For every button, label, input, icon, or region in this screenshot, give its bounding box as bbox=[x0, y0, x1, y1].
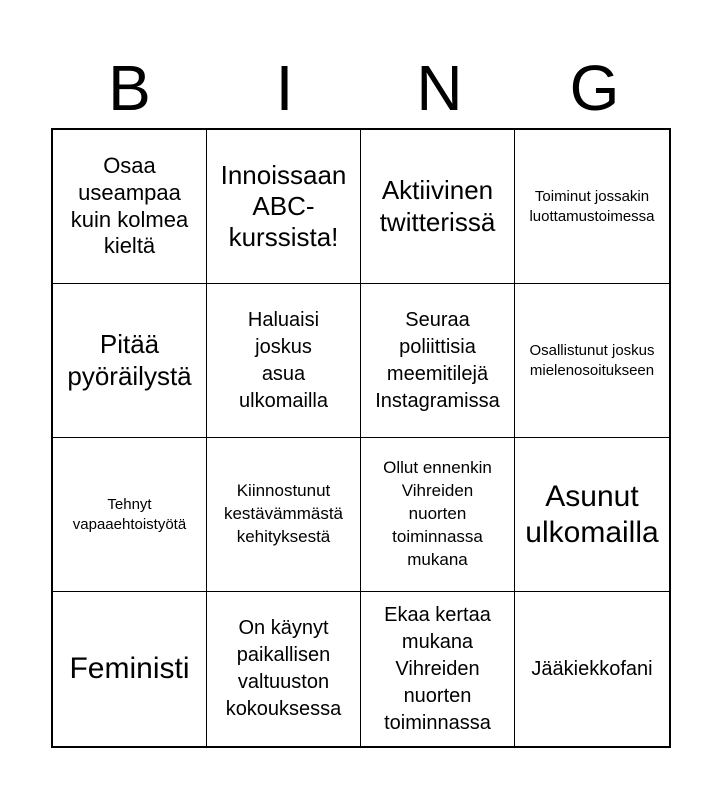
cell-text-line: joskus bbox=[255, 335, 312, 358]
cell-text-line: kieltä bbox=[103, 233, 156, 259]
cell-text-line: Seuraa bbox=[405, 308, 470, 331]
cell-text-line: kurssista! bbox=[228, 222, 339, 253]
cell-text-line: poliittisia bbox=[399, 335, 476, 358]
cell-text-line: paikallisen bbox=[236, 644, 331, 666]
bingo-header bbox=[52, 48, 672, 128]
bingo-cell[interactable] bbox=[361, 284, 515, 438]
cell-text-line: ulkomailla bbox=[525, 515, 659, 549]
bingo-cell[interactable] bbox=[361, 592, 515, 746]
cell-text-line: mielenosoitukseen bbox=[529, 361, 655, 379]
bingo-cell[interactable] bbox=[515, 284, 669, 438]
header-letter-g: G bbox=[569, 52, 620, 124]
cell-text-line: Vihreiden bbox=[395, 657, 480, 680]
cell-text-line: nuorten bbox=[408, 504, 467, 524]
bingo-cell[interactable] bbox=[207, 592, 361, 746]
cell-text-line: Haluaisi bbox=[247, 308, 320, 331]
bingo-cell[interactable] bbox=[515, 438, 669, 592]
cell-text-line: kokouksessa bbox=[225, 698, 342, 720]
cell-text-line: On käynyt bbox=[238, 617, 329, 639]
bingo-cell[interactable] bbox=[207, 284, 361, 438]
bingo-cell[interactable] bbox=[53, 130, 207, 284]
cell-text-line: nuorten bbox=[403, 684, 472, 707]
header-letter-n: N bbox=[416, 52, 463, 124]
cell-text-line: pyöräilystä bbox=[67, 360, 192, 391]
cell-text-line: Ollut ennenkin bbox=[383, 458, 492, 478]
bingo-cell[interactable] bbox=[207, 130, 361, 284]
cell-text-line: valtuuston bbox=[237, 671, 330, 693]
cell-text-line: Pitää bbox=[99, 329, 160, 360]
cell-text-line: Innoissaan bbox=[220, 159, 347, 190]
cell-text-line: Ekaa kertaa bbox=[384, 603, 491, 626]
header-letter-i: I bbox=[275, 52, 294, 124]
cell-text-line: vapaaehtoistyötä bbox=[72, 515, 187, 533]
cell-text-line: Jääkiekkofani bbox=[531, 657, 653, 680]
cell-text-line: Osallistunut joskus bbox=[529, 342, 655, 359]
cell-text-line: mukana bbox=[407, 549, 468, 569]
cell-text-line: ABC- bbox=[252, 190, 315, 221]
cell-text-line: Instagramissa bbox=[375, 389, 500, 412]
cell-text-line: meemitilejä bbox=[386, 362, 489, 385]
bingo-cell[interactable] bbox=[207, 438, 361, 592]
cell-text-line: kestävämmästä bbox=[223, 504, 344, 524]
cell-text-line: twitterissä bbox=[379, 206, 496, 237]
bingo-cell[interactable] bbox=[361, 130, 515, 284]
cell-text-line: Kiinnostunut bbox=[236, 481, 331, 501]
cell-text-line: kuin kolmea bbox=[70, 206, 189, 232]
cell-text-line: Vihreiden bbox=[401, 481, 474, 501]
bingo-cell[interactable] bbox=[515, 130, 669, 284]
cell-text-line: toiminnassa bbox=[384, 711, 491, 734]
bingo-cell[interactable] bbox=[361, 438, 515, 592]
bingo-cell[interactable] bbox=[53, 592, 207, 746]
cell-text-line: Feministi bbox=[69, 652, 190, 685]
cell-text-line: asua bbox=[261, 362, 306, 385]
bingo-grid bbox=[51, 128, 671, 748]
cell-text-line: toiminnassa bbox=[392, 526, 483, 546]
cell-text-line: kehityksestä bbox=[236, 526, 331, 546]
cell-text-line: Toiminut jossakin bbox=[534, 188, 650, 205]
cell-text-line: Tehnyt bbox=[107, 496, 152, 513]
bingo-cell[interactable] bbox=[515, 592, 669, 746]
cell-text-line: Osaa bbox=[103, 152, 156, 178]
bingo-cell[interactable] bbox=[53, 284, 207, 438]
cell-text-line: ulkomailla bbox=[239, 389, 328, 412]
bingo-cell[interactable] bbox=[53, 438, 207, 592]
cell-text-line: Asunut bbox=[545, 479, 639, 513]
cell-text-line: luottamustoimessa bbox=[529, 207, 655, 225]
cell-text-line: useampaa bbox=[78, 179, 181, 205]
header-letter-b: B bbox=[108, 52, 151, 124]
cell-text-line: Aktiivinen bbox=[381, 175, 494, 206]
cell-text-line: mukana bbox=[401, 630, 474, 653]
